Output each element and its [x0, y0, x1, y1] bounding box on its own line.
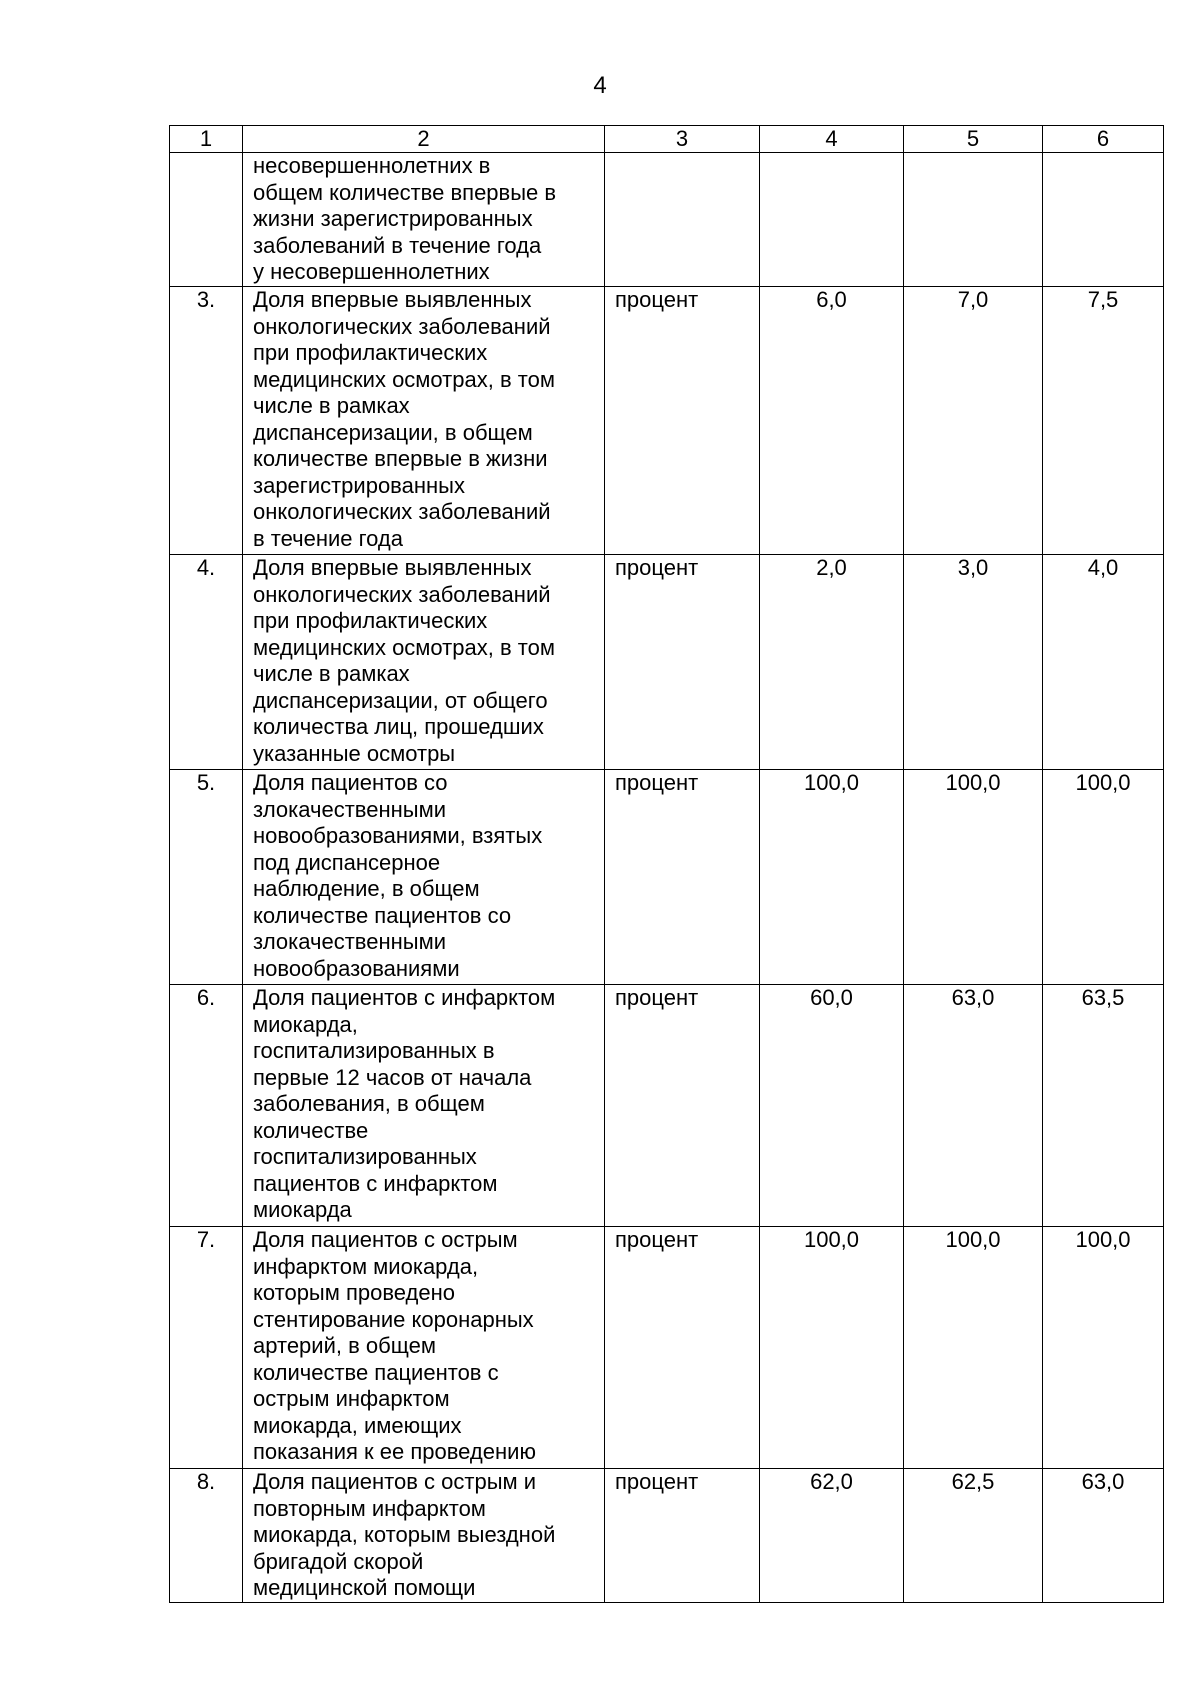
row-number: 7.	[170, 1227, 243, 1469]
row-number: 3.	[170, 287, 243, 555]
table-row	[170, 555, 1164, 770]
value-col4: 60,0	[760, 985, 904, 1227]
value-col5: 100,0	[904, 1227, 1043, 1469]
indicator-name: Доля пациентов с острым инфарктом миокарда, которым проведено стентирование коронарных артерий, в общем количестве пациентов с острым инфарктом миокарда, имеющих показания к ее проведению	[243, 1227, 605, 1469]
value-col4: 6,0	[760, 287, 904, 555]
column-header: 3	[605, 126, 760, 153]
indicator-name: Доля впервые выявленных онкологических заболеваний при профилактических медицинских осмотрах, в том числе в рамках диспансеризации, в общем количестве впервые в жизни зарегистрированных онкологических заболеваний в течение года	[243, 287, 605, 555]
column-header: 2	[243, 126, 605, 153]
indicator-name: Доля пациентов с острым и повторным инфарктом миокарда, которым выездной бригадой скорой медицинской помощи	[243, 1469, 605, 1603]
indicator-name: несовершеннолетних в общем количестве впервые в жизни зарегистрированных заболеваний в течение года у несовершеннолетних	[243, 153, 605, 287]
indicators-table	[169, 125, 1164, 1603]
unit-cell: процент	[605, 555, 760, 770]
row-number: 6.	[170, 985, 243, 1227]
value-col6: 63,5	[1043, 985, 1164, 1227]
indicator-name: Доля пациентов со злокачественными новообразованиями, взятых под диспансерное наблюдение, в общем количестве пациентов со злокачественными новообразованиями	[243, 770, 605, 985]
value-col4	[760, 153, 904, 287]
table-row	[170, 287, 1164, 555]
table-body	[170, 153, 1164, 1603]
value-col6: 63,0	[1043, 1469, 1164, 1603]
row-number: 8.	[170, 1469, 243, 1603]
indicator-name: Доля впервые выявленных онкологических заболеваний при профилактических медицинских осмотрах, в том числе в рамках диспансеризации, от общего количества лиц, прошедших указанные осмотры	[243, 555, 605, 770]
unit-cell: процент	[605, 985, 760, 1227]
unit-cell: процент	[605, 287, 760, 555]
value-col4: 2,0	[760, 555, 904, 770]
value-col6	[1043, 153, 1164, 287]
unit-cell	[605, 153, 760, 287]
value-col6: 7,5	[1043, 287, 1164, 555]
table-row	[170, 770, 1164, 985]
unit-cell: процент	[605, 1469, 760, 1603]
row-number: 5.	[170, 770, 243, 985]
page-number: 4	[593, 72, 607, 99]
value-col6: 100,0	[1043, 1227, 1164, 1469]
column-header: 4	[760, 126, 904, 153]
value-col5	[904, 153, 1043, 287]
table-row	[170, 153, 1164, 287]
value-col4: 100,0	[760, 1227, 904, 1469]
column-header: 6	[1043, 126, 1164, 153]
table-row	[170, 1469, 1164, 1603]
table-row	[170, 985, 1164, 1227]
unit-cell: процент	[605, 1227, 760, 1469]
value-col5: 62,5	[904, 1469, 1043, 1603]
column-header: 5	[904, 126, 1043, 153]
table-header	[170, 126, 1164, 153]
value-col5: 100,0	[904, 770, 1043, 985]
table-row	[170, 1227, 1164, 1469]
row-number: 4.	[170, 555, 243, 770]
value-col4: 62,0	[760, 1469, 904, 1603]
value-col4: 100,0	[760, 770, 904, 985]
value-col5: 7,0	[904, 287, 1043, 555]
value-col5: 3,0	[904, 555, 1043, 770]
unit-cell: процент	[605, 770, 760, 985]
row-number	[170, 153, 243, 287]
value-col5: 63,0	[904, 985, 1043, 1227]
value-col6: 4,0	[1043, 555, 1164, 770]
indicator-name: Доля пациентов с инфарктом миокарда, госпитализированных в первые 12 часов от начала заболевания, в общем количестве госпитализированных пациентов с инфарктом миокарда	[243, 985, 605, 1227]
column-header: 1	[170, 126, 243, 153]
header-row	[170, 126, 1164, 153]
value-col6: 100,0	[1043, 770, 1164, 985]
